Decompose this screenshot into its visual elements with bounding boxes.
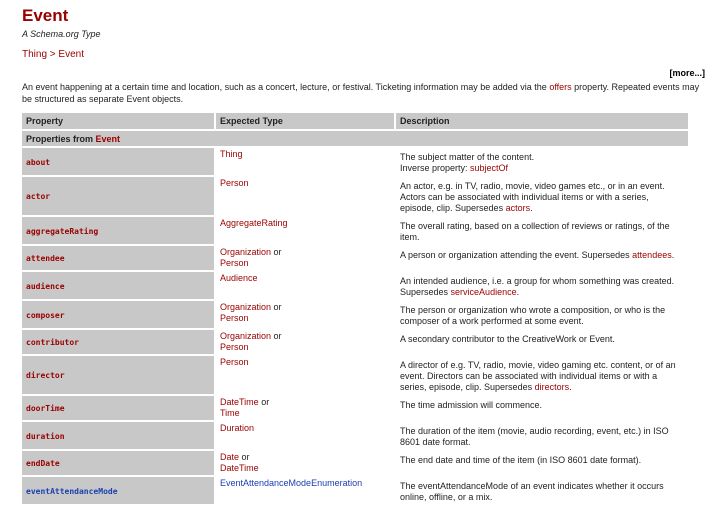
expected-type-cell	[216, 217, 394, 244]
type-link[interactable]: Person	[220, 342, 249, 352]
column-header-property: Property	[22, 113, 214, 129]
description-text-post: property. Repeated events may be structured as separate Event objects.	[22, 82, 700, 104]
or-label: or	[273, 331, 282, 341]
expected-type-cell	[216, 272, 394, 299]
property-cell	[22, 177, 214, 215]
property-cell	[22, 477, 214, 504]
expected-type-cell	[216, 301, 394, 328]
description-cell	[396, 301, 688, 328]
description-cell	[396, 477, 688, 504]
or-label: or	[261, 397, 270, 407]
description-cell	[396, 272, 688, 299]
property-name-link[interactable]: about	[26, 157, 51, 167]
description-text: An intended audience, i.e. a group for whom something was created. Supersedes	[400, 276, 675, 297]
description-text: A director of e.g. TV, radio, movie, video gaming etc. content, or of an event. Directors can be associated with individual items or with a series, episode, clip. Supersedes	[400, 360, 676, 392]
type-link[interactable]: Person	[220, 258, 249, 268]
table-row	[22, 272, 688, 299]
description-text: The end date and time of the item (in ISO 8601 date format).	[400, 455, 642, 465]
description-cell	[396, 217, 688, 244]
expected-type-cell	[216, 451, 394, 475]
table-row	[22, 477, 688, 504]
expected-type-cell	[216, 148, 394, 175]
expected-type-cell	[216, 422, 394, 449]
property-name-link[interactable]: composer	[26, 310, 65, 320]
offers-link[interactable]: offers	[549, 82, 572, 92]
expected-type-cell	[216, 477, 394, 504]
description-suffix: .	[516, 287, 520, 297]
inverse-label: Inverse property:	[400, 163, 471, 173]
type-link[interactable]: Person	[220, 313, 249, 323]
expected-type-cell	[216, 246, 394, 270]
type-link[interactable]: Audience	[220, 273, 258, 283]
description-suffix: .	[671, 250, 675, 260]
breadcrumb-separator: >	[49, 49, 56, 60]
description-cell	[396, 451, 688, 475]
description-suffix: .	[530, 203, 533, 213]
type-link[interactable]: EventAttendanceModeEnumeration	[220, 478, 363, 488]
property-name-link[interactable]: audience	[26, 281, 65, 291]
table-row	[22, 301, 688, 328]
expected-type-cell	[216, 396, 394, 420]
type-link[interactable]: AggregateRating	[220, 218, 288, 228]
column-header-expected-type: Expected Type	[216, 113, 394, 129]
section-prefix: Properties from	[26, 133, 96, 144]
type-link[interactable]: Organization	[220, 331, 272, 341]
description-text: An actor, e.g. in TV, radio, movie, video games etc., or in an event. Actors can be associated with individual items or with a series, episode, clip. Supersedes	[400, 181, 665, 213]
description-cell	[396, 396, 688, 420]
description-cell	[396, 246, 688, 270]
expected-type-cell	[216, 177, 394, 215]
expected-type-cell	[216, 330, 394, 354]
description-text: The subject matter of the content.	[400, 152, 535, 162]
property-cell	[22, 217, 214, 244]
table-row	[22, 396, 688, 420]
expected-type-cell	[216, 356, 394, 394]
supersedes-link[interactable]: attendees	[632, 250, 672, 260]
property-cell	[22, 272, 214, 299]
property-name-link[interactable]: aggregateRating	[26, 226, 99, 236]
table-row	[22, 422, 688, 449]
table-row	[22, 451, 688, 475]
description-cell	[396, 422, 688, 449]
description-text: A person or organization attending the event. Supersedes	[400, 250, 633, 260]
properties-table	[20, 111, 690, 506]
section-event-link[interactable]: Event	[95, 133, 121, 144]
description-cell	[396, 148, 688, 175]
description-suffix: .	[569, 382, 572, 392]
or-label: or	[241, 452, 250, 462]
property-cell	[22, 301, 214, 328]
column-header-description: Description	[396, 113, 688, 129]
property-cell	[22, 330, 214, 354]
property-name-link[interactable]: endDate	[26, 459, 60, 468]
page-subtitle: A Schema.org Type	[22, 29, 101, 39]
table-row	[22, 148, 688, 175]
type-link[interactable]: Time	[220, 408, 240, 418]
supersedes-link[interactable]: directors	[534, 382, 570, 392]
property-cell	[22, 396, 214, 420]
breadcrumb	[22, 49, 705, 61]
inverse-property-link[interactable]: subjectOf	[470, 163, 509, 173]
property-name-link[interactable]: actor	[26, 192, 51, 201]
table-row	[22, 356, 688, 394]
property-name-link[interactable]: duration	[26, 431, 65, 441]
table-row	[22, 246, 688, 270]
type-link[interactable]: Person	[220, 357, 249, 367]
table-row	[22, 217, 688, 244]
more-link[interactable]: [more...]	[669, 68, 705, 78]
or-label: or	[273, 302, 282, 312]
property-name-link[interactable]: contributor	[26, 338, 79, 347]
supersedes-link[interactable]: actors	[505, 203, 531, 213]
section-header	[22, 131, 688, 146]
page-title: Event	[22, 6, 69, 25]
description-cell	[396, 356, 688, 394]
type-link[interactable]: Person	[220, 178, 249, 188]
type-link[interactable]: DateTime	[220, 463, 259, 473]
description-text: The person or organization who wrote a composition, or who is the composer of a work performed at some event.	[400, 305, 666, 326]
property-cell	[22, 148, 214, 175]
property-cell	[22, 246, 214, 270]
table-row	[22, 177, 688, 215]
type-link[interactable]: DateTime	[220, 397, 259, 407]
table-row	[22, 330, 688, 354]
property-name-link[interactable]: doorTime	[26, 404, 65, 413]
breadcrumb-event-link[interactable]: Event	[58, 49, 84, 60]
description-text: The duration of the item (movie, audio recording, event, etc.) in ISO 8601 date format.	[400, 426, 669, 447]
supersedes-link[interactable]: serviceAudience	[450, 287, 517, 297]
property-name-link[interactable]: attendee	[26, 254, 65, 263]
breadcrumb-thing-link[interactable]: Thing	[22, 49, 48, 60]
description-cell	[396, 330, 688, 354]
description-text: The time admission will commence.	[400, 400, 543, 410]
type-link[interactable]: Organization	[220, 247, 272, 257]
type-link[interactable]: Duration	[220, 423, 255, 433]
type-description	[22, 81, 705, 105]
property-name-link[interactable]: eventAttendanceMode	[26, 486, 118, 496]
type-link[interactable]: Organization	[220, 302, 272, 312]
property-cell	[22, 422, 214, 449]
type-link[interactable]: Thing	[220, 149, 243, 159]
description-cell	[396, 177, 688, 215]
type-link[interactable]: Date	[220, 452, 240, 462]
property-cell	[22, 356, 214, 394]
property-name-link[interactable]: director	[26, 371, 65, 380]
or-label: or	[273, 247, 282, 257]
description-text: A secondary contributor to the CreativeWork or Event.	[400, 334, 615, 344]
description-text-pre: An event happening at a certain time and location, such as a concert, lecture, or festival. Ticketing information may be added via the	[22, 82, 550, 92]
description-text: The overall rating, based on a collection of reviews or ratings, of the item.	[400, 221, 670, 242]
property-cell	[22, 451, 214, 475]
description-text: The eventAttendanceMode of an event indicates whether it occurs online, offline, or a mix.	[400, 481, 664, 502]
